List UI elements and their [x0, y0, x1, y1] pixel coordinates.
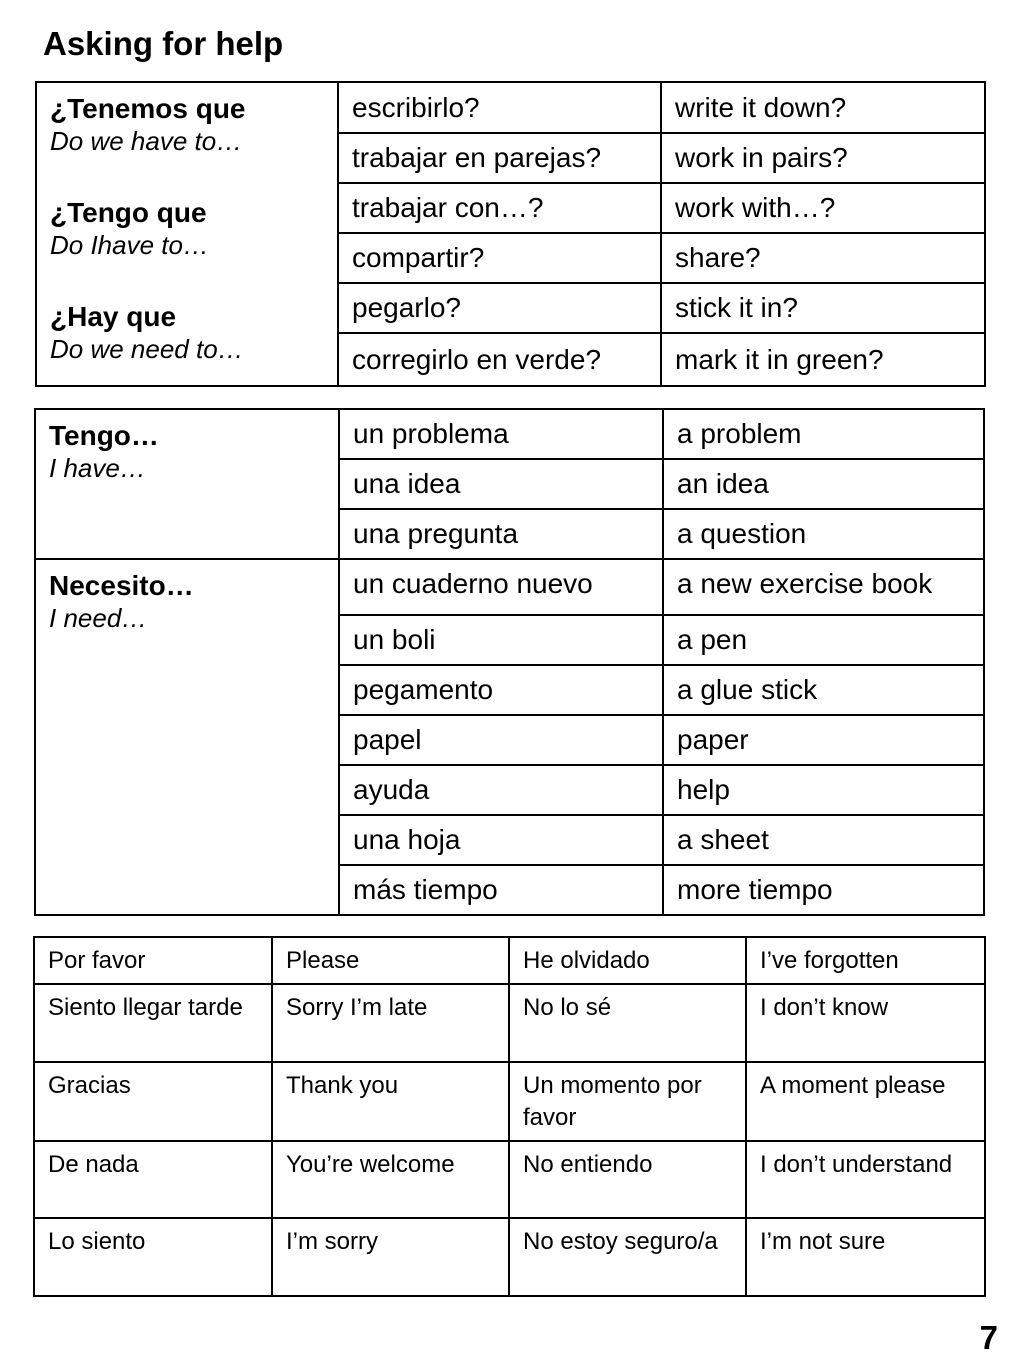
english-cell: a new exercise book — [663, 559, 984, 615]
phrase-cell: Un momento por favor — [509, 1062, 746, 1141]
table-row — [34, 1062, 985, 1141]
spanish-cell: un cuaderno nuevo — [339, 559, 663, 615]
phrase-es: ¿Tenemos que — [50, 93, 246, 124]
english-cell: a problem — [663, 409, 984, 459]
english-cell: share? — [661, 233, 985, 283]
phrase-cell: I don’t know — [746, 984, 985, 1062]
phrase-cell: You’re welcome — [272, 1141, 509, 1218]
spanish-cell: trabajar en parejas? — [338, 133, 661, 183]
phrase-cell: Please — [272, 937, 509, 984]
spanish-cell: ayuda — [339, 765, 663, 815]
phrase-cell: I’ve forgotten — [746, 937, 985, 984]
english-cell: a pen — [663, 615, 984, 665]
english-cell: mark it in green? — [661, 333, 985, 386]
table-row — [34, 1141, 985, 1218]
english-cell: work in pairs? — [661, 133, 985, 183]
phrase-es: ¿Tengo que — [50, 197, 207, 228]
phrase-cell: Por favor — [34, 937, 272, 984]
questions-table — [35, 81, 986, 387]
table-row — [35, 559, 984, 615]
phrase-cell: Siento llegar tarde — [34, 984, 272, 1062]
spanish-cell: pegarlo? — [338, 283, 661, 333]
spanish-cell: escribirlo? — [338, 82, 661, 133]
spanish-cell: pegamento — [339, 665, 663, 715]
phrase-cell: Thank you — [272, 1062, 509, 1141]
english-cell: an idea — [663, 459, 984, 509]
english-cell: a glue stick — [663, 665, 984, 715]
table-row — [34, 1218, 985, 1296]
page-title: Asking for help — [43, 25, 284, 62]
phrase-cell: He olvidado — [509, 937, 746, 984]
english-cell: help — [663, 765, 984, 815]
english-cell: a sheet — [663, 815, 984, 865]
phrase-cell: I’m not sure — [746, 1218, 985, 1296]
spanish-cell: una hoja — [339, 815, 663, 865]
spanish-cell: una idea — [339, 459, 663, 509]
spanish-cell: un boli — [339, 615, 663, 665]
group-en: I have… — [49, 453, 146, 483]
phrase-cell: No estoy seguro/a — [509, 1218, 746, 1296]
phrase-cell: No entiendo — [509, 1141, 746, 1218]
table-row — [34, 937, 985, 984]
phrase-cell: No lo sé — [509, 984, 746, 1062]
phrase-es: ¿Hay que — [50, 301, 177, 332]
table-row — [36, 82, 985, 133]
group-es: Necesito… — [49, 570, 194, 601]
english-cell: stick it in? — [661, 283, 985, 333]
spanish-cell: papel — [339, 715, 663, 765]
spanish-cell: trabajar con…? — [338, 183, 661, 233]
group-es: Tengo… — [49, 420, 159, 451]
question-starters-cell — [36, 82, 338, 386]
table-row — [34, 984, 985, 1062]
phrase-cell: I don’t understand — [746, 1141, 985, 1218]
english-cell: work with…? — [661, 183, 985, 233]
phrase-cell: A moment please — [746, 1062, 985, 1141]
group-label-cell — [35, 409, 339, 559]
phrase-en: Do we have to… — [50, 126, 243, 156]
spanish-cell: un problema — [339, 409, 663, 459]
phrase-cell: I’m sorry — [272, 1218, 509, 1296]
needs-table — [34, 408, 985, 916]
classroom-phrases-table — [33, 936, 986, 1297]
english-cell: more tiempo — [663, 865, 984, 915]
phrase-cell: De nada — [34, 1141, 272, 1218]
table-row — [35, 409, 984, 459]
phrase-en: Do we need to… — [50, 334, 244, 364]
spanish-cell: corregirlo en verde? — [338, 333, 661, 386]
phrase-cell: Sorry I’m late — [272, 984, 509, 1062]
group-label-cell — [35, 559, 339, 915]
phrase-en: Do Ihave to… — [50, 230, 209, 260]
phrase-cell: Lo siento — [34, 1218, 272, 1296]
english-cell: write it down? — [661, 82, 985, 133]
page-number: 7 — [979, 1319, 998, 1356]
spanish-cell: compartir? — [338, 233, 661, 283]
phrase-cell: Gracias — [34, 1062, 272, 1141]
spanish-cell: más tiempo — [339, 865, 663, 915]
group-en: I need… — [49, 603, 148, 633]
spanish-cell: una pregunta — [339, 509, 663, 559]
english-cell: paper — [663, 715, 984, 765]
english-cell: a question — [663, 509, 984, 559]
